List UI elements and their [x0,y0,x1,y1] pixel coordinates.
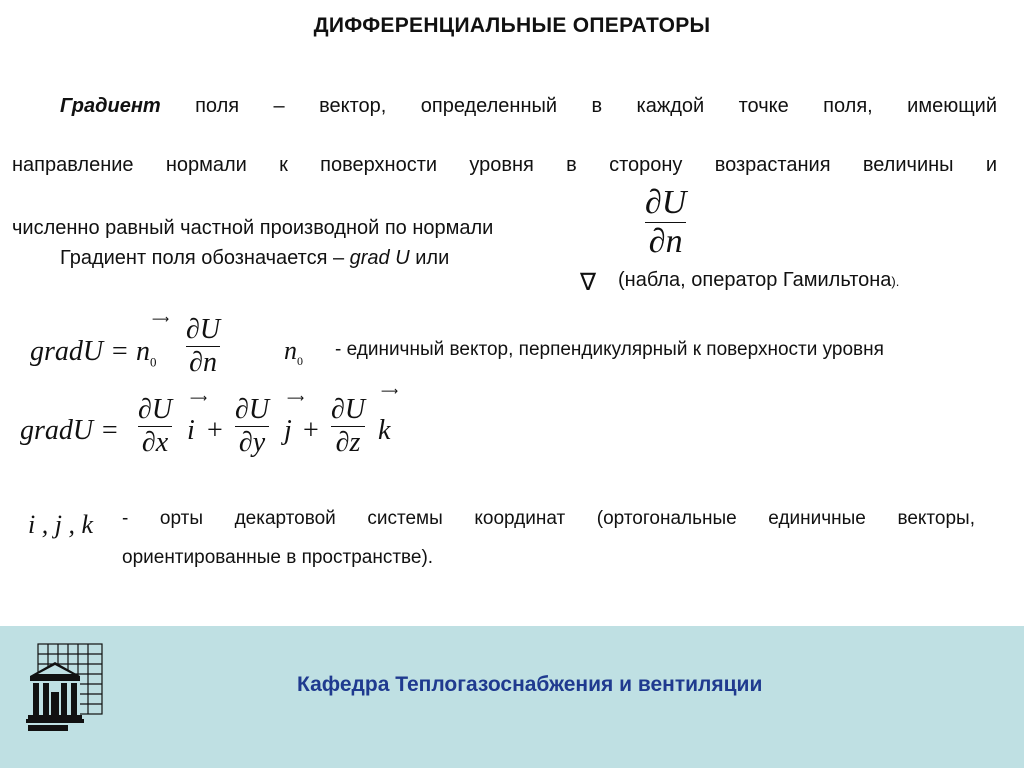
fraction-numerator: ∂U [138,394,173,425]
fraction-numerator: ∂U [235,394,270,425]
fraction-denominator: ∂z [335,427,361,458]
gradient-definition-rest: поля – вектор, определенный в каждой точке поля, имеющий [160,95,997,117]
formula-1-lhs-text: gradU = n [30,336,151,367]
fraction-numerator: ∂U [645,184,687,221]
n0-description: - единичный вектор, перпендикулярный к поверхности уровня [335,339,884,360]
notation-suffix: или [409,247,450,269]
vector-arrow-icon: ⟶ [381,384,399,398]
fraction-denominator: ∂n [648,223,683,260]
notation-prefix: Градиент поля обозначается – [60,247,350,269]
vector-arrow-icon: ⟶ [190,391,208,405]
university-building-logo [26,642,104,738]
plus-sign: + [303,415,319,446]
n0-letter: n [284,336,297,365]
vector-arrow-icon: ⟶ [287,391,305,405]
fraction-denominator: ∂y [238,427,266,458]
logo-graphic [26,642,104,738]
unit-vector-j: j [284,415,292,446]
unit-vector-k: k [378,415,391,446]
department-name: Кафедра Теплогазоснабжения и вентиляции [297,673,763,696]
gradient-term: Градиент [60,95,161,117]
fraction-numerator: ∂U [331,394,366,425]
ort-description-line-2: ориентированные в пространстве). [122,547,434,568]
formula-1-subscript: 0 [150,354,157,370]
n0-subscript: 0 [297,354,303,369]
nabla-suffix: ). [891,274,900,289]
fraction-denominator: ∂n [189,347,217,378]
footer-band [0,626,1024,768]
gradient-definition-line-2: направление нормали к поверхности уровня в сторону возрастания величины и [12,154,997,176]
gradient-definition-line-1 [60,96,997,116]
notation-grad-u: grad U [349,247,410,269]
nabla-icon: ∇ [580,270,597,296]
partial-derivative-normal [645,186,686,259]
gradient-notation-line [60,248,449,268]
unit-vector-i: i [187,415,195,446]
plus-sign: + [207,415,223,446]
formula-1-lhs [30,336,157,371]
ort-description-line-1: - орты декартовой системы координат (ортогональные единичные векторы, [122,508,975,529]
n0-symbol [284,336,303,369]
page-title: ДИФФЕРЕНЦИАЛЬНЫЕ ОПЕРАТОРЫ [313,14,711,37]
formula-2-fraction-y [235,396,269,457]
ort-symbols: i , j , k [28,510,93,539]
formula-2-fraction-z [331,396,365,457]
formula-2-lhs: gradU = [20,415,120,446]
gradient-definition-line-3: численно равный частной производной по нормали [12,217,494,239]
formula-2-fraction-x [138,396,172,457]
nabla-description [618,270,899,290]
fraction-denominator: ∂x [141,427,169,458]
formula-1-fraction [186,316,220,377]
nabla-text: (набла, оператор Гамильтона [618,269,892,291]
vector-arrow-icon: ⟶ [152,312,170,326]
fraction-numerator: ∂U [186,314,221,345]
